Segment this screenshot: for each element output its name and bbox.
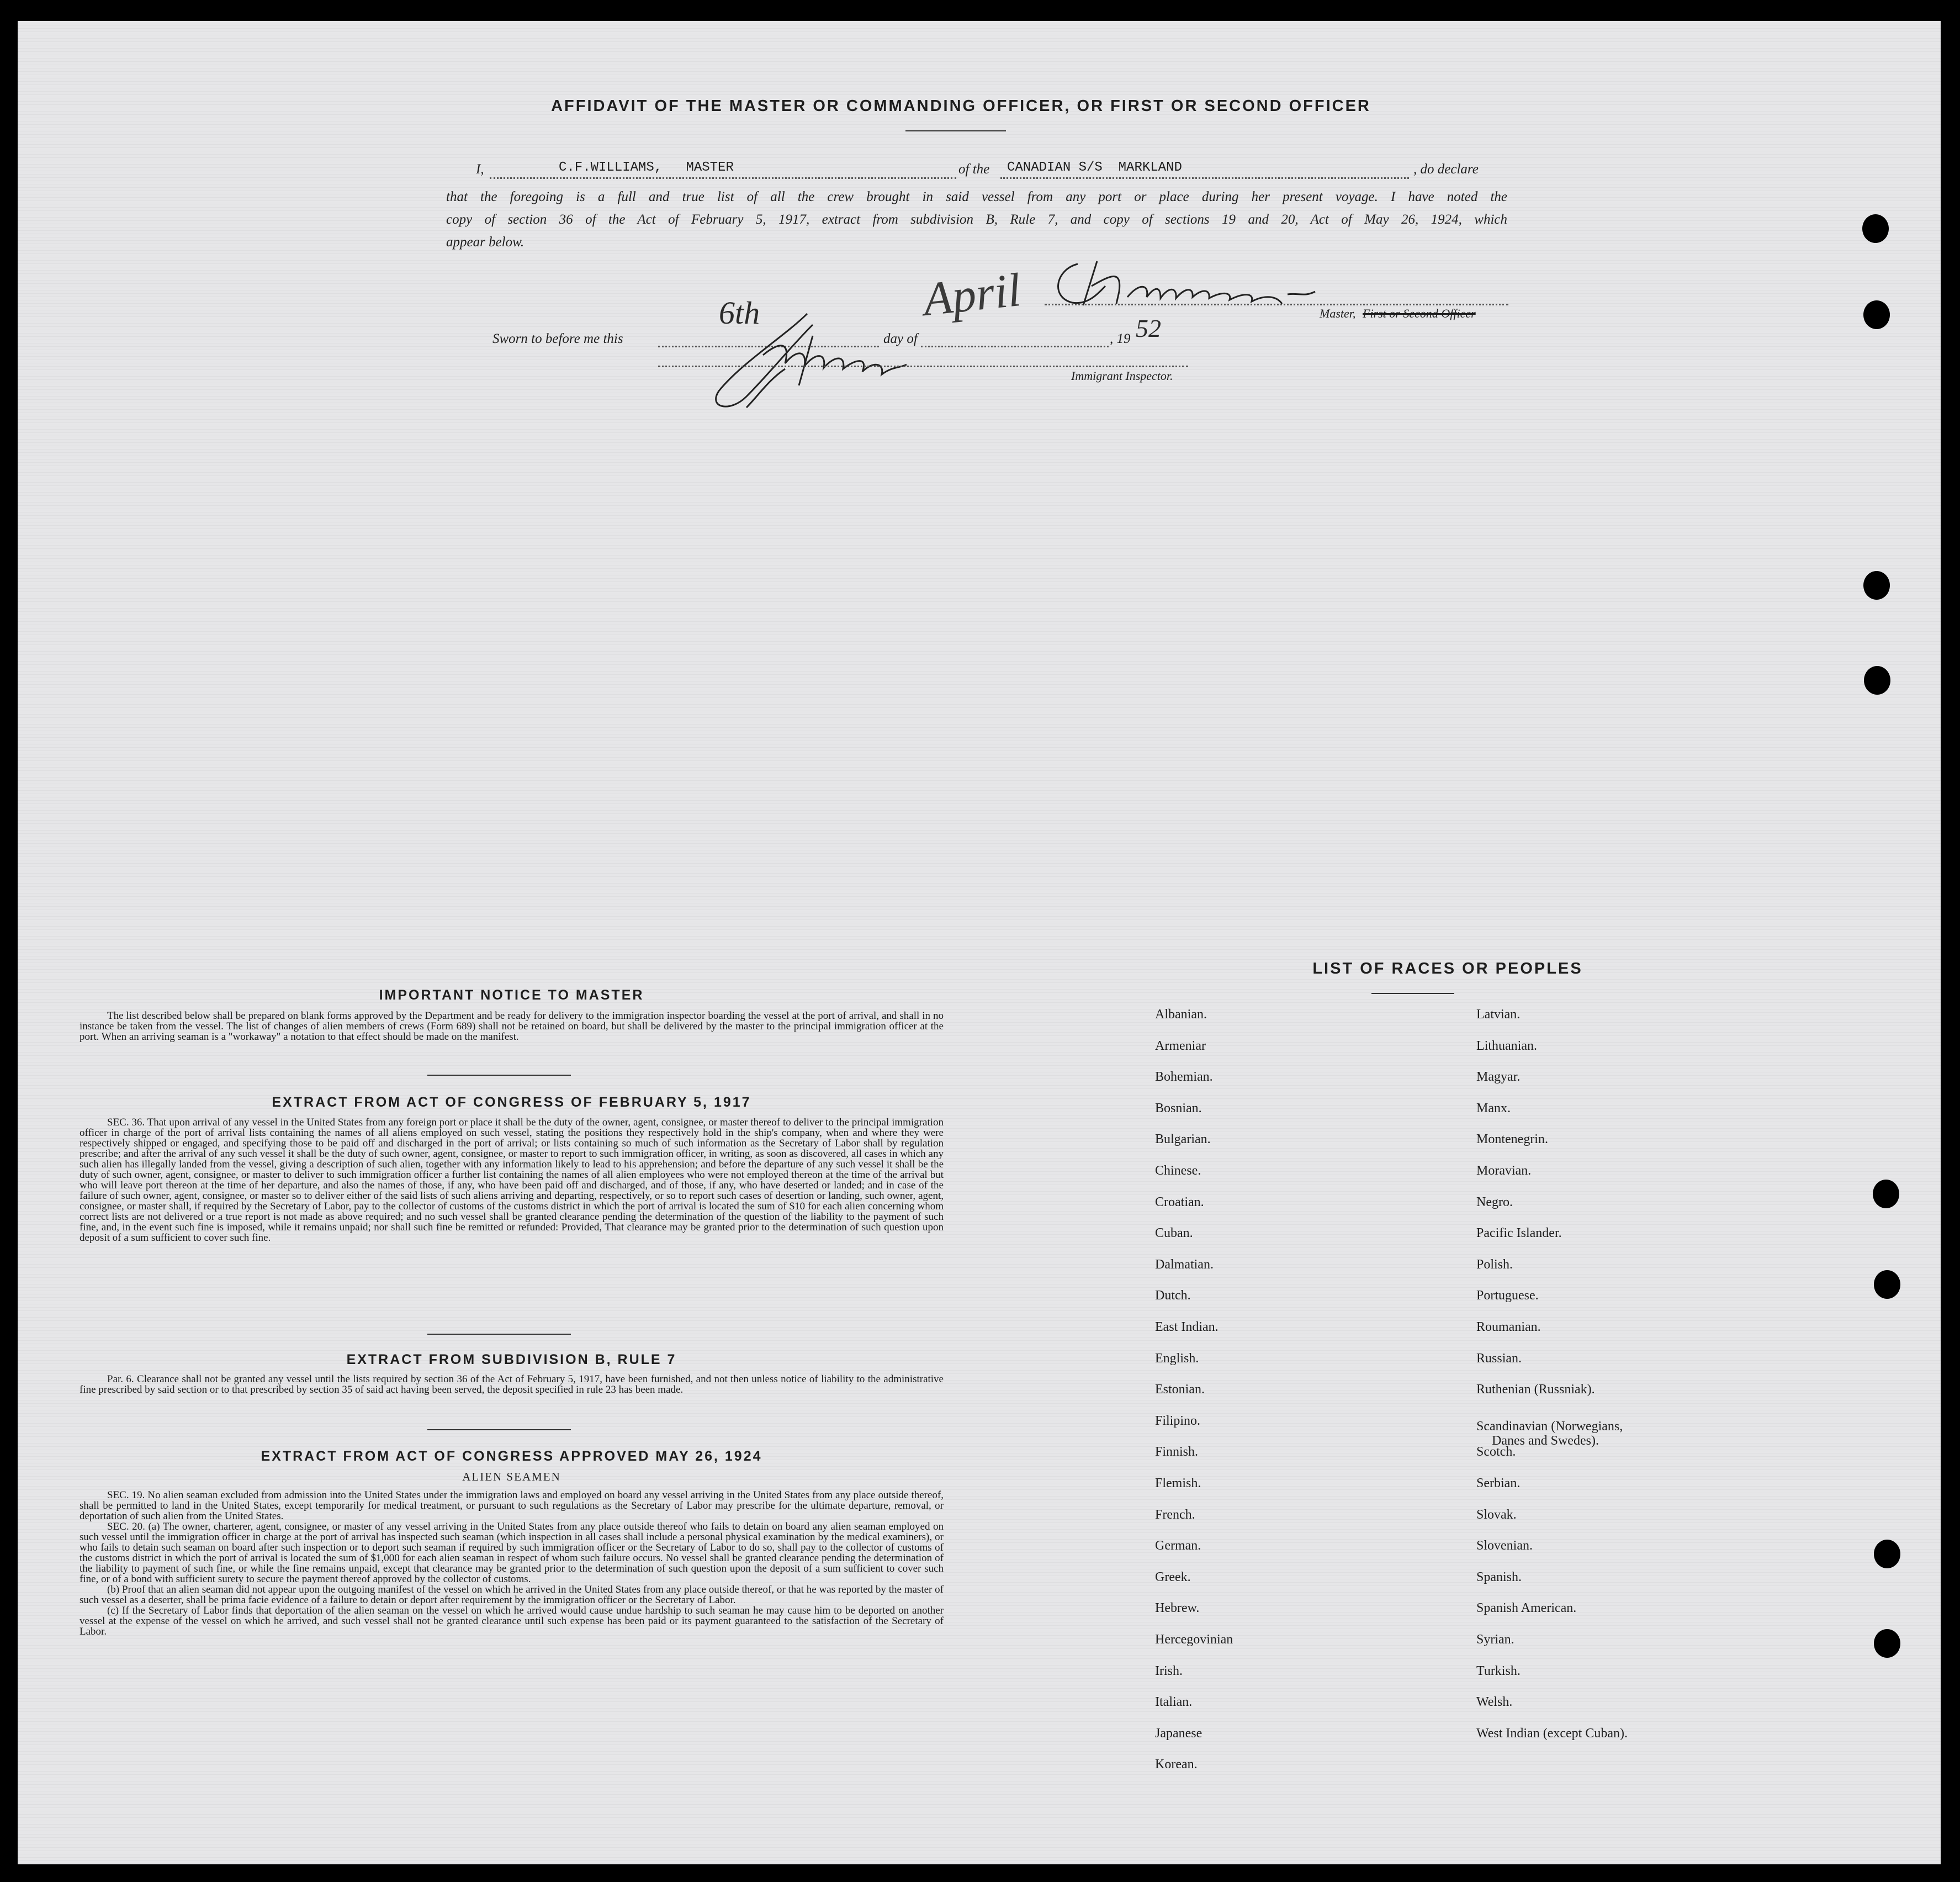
sworn-label: Sworn to before me this [492,331,623,346]
race-item: Flemish. [1155,1476,1201,1490]
race-item: Latvian. [1476,1007,1521,1022]
races-heading: LIST OF RACES OR PEOPLES [1312,960,1583,977]
race-item: Japanese [1155,1726,1203,1741]
race-item: Filipino. [1155,1413,1201,1428]
sec20a-text: SEC. 20. (a) The owner, charterer, agent, consignee, or master of any vessel arriving in the United States from any place outside thereof who fails to detain on board any alien seaman employed on such vessel until the immigration officer in charge at the port of arrival has inspected such seaman (which inspection in all cases shall include a personal physical examination by the medical examiners), or who fails to detain such seaman on board after such inspection or to deport such seaman if required by such immigration officer or the Secretary of Labor to do so, shall pay to the collector of customs of the customs district in which the port of arrival is located the sum of $1,000 for each alien seaman in respect of whom such failure occurs. No vessel shall be granted clearance pending the determination of the liability to payment of such fine, or while the fine remains unpaid, except that clearance may be granted prior to the determination of such question upon the deposit of a sum sufficient to cover such fine, or of a bond with sufficient surety to secure the payment thereof approved by the collector of customs. [80,1521,944,1585]
i-prefix: I, [476,162,484,177]
race-item: Danes and Swedes). [1492,1433,1599,1448]
title-divider [905,130,1006,131]
race-item: Polish. [1476,1257,1513,1272]
race-item: Scotch. [1476,1445,1516,1460]
punch-hole [1862,214,1889,243]
extract-1917-text: SEC. 36. That upon arrival of any vessel in the United States from any foreign port or place it shall be the duty of the owner, agent, consignee, or master thereof to deliver to the principal immigration officer in charge of the port of arrival lists containing the names of all aliens employed on such vessel, stating the positions they respectively hold in the ship's company, when and where they were respectively shipped or engaged, and specifying those to be paid off and discharged in the port of arrival; or lists containing so much of such information as the Secretary of Labor shall by regulation prescribe; and after the arrival of any such vessel it shall be the duty of such owner, agent, consignee, or master to report to such immigration officer, in writing, as soon as discovered, all cases in which any such alien has illegally landed from the vessel, giving a description of such alien, together with any information likely to lead to his apprehension; and before the departure of any such vessel it shall be the duty of such owner, agent, consignee, or master to deliver to such immigration officer a further list containing the names of all alien employees who were not employed thereon at the time of the arrival but who will leave port thereon at the time of her departure, and also the names of those, if any, who have been paid off and discharged, and of those, if any, who have deserted or landed; and in case of the failure of such owner, agent, consignee, or master so to deliver either of the said lists of such aliens arriving and departing, respectively, or so to report such cases of desertion or landing, such owner, agent, consignee, or master shall, if required by the Secretary of Labor, pay to the collector of customs of the customs district in which the port of arrival is located the sum of $10 for each alien concerning whom correct lists are not delivered or a true report is not made as above required; and no such vessel shall be granted clearance pending the determination of the question of the liability to the payment of such fine, and, in the event such fine is imposed, while it remains unpaid; nor shall such fine be remitted or refunded: Provided, That clearance may be granted prior to the determination of such question upon deposit of a sum sufficient to cover such fine. [80,1117,944,1244]
race-item: Korean. [1155,1757,1198,1772]
race-item: Italian. [1155,1695,1193,1710]
rule7-text: Par. 6. Clearance shall not be granted any vessel until the lists required by section 36 of the Act of February 5, 1917, have been furnished, and not then unless notice of liability to the administrative fine prescribed by said section or to that prescribed by section 35 of said act having been served, the deposit specified in rule 23 has been made. [80,1373,944,1395]
extract-1917-heading: EXTRACT FROM ACT OF CONGRESS OF FEBRUARY 5, 1917 [272,1095,751,1110]
race-item: Cuban. [1155,1226,1193,1241]
declaration-line-3: appear below. [446,235,525,250]
race-item: Armeniar [1155,1038,1206,1053]
declaration-line-2: copy of section 36 of the Act of February 5, 1917, extract from subdivision B, Rule 7, and copy of sections 19 and 20, Act of May 26, 1924, which [446,212,1507,227]
notice-text: The list described below shall be prepared on blank forms approved by the Department and be ready for delivery to the immigration inspector boarding the vessel at the port of arrival, and shall in no instance be taken from the vessel. The list of changes of alien members of crews (Form 689) shall not be retained on board, but shall be delivered by the master to the principal immigration officer at the port. When an arriving seaman is a "workaway" a notation to that effect should be made on the manifest. [80,1010,944,1043]
year-prefix: , 19 [1110,331,1131,346]
race-item: Finnish. [1155,1445,1199,1460]
race-item: Portuguese. [1476,1288,1539,1303]
punch-hole [1874,1629,1900,1658]
race-item: Welsh. [1476,1695,1513,1710]
divider-3 [427,1429,571,1430]
master-signature-line [1045,304,1508,305]
race-item: Estonian. [1155,1382,1205,1397]
extract-1924-text [80,1490,944,1637]
punch-hole [1874,1270,1900,1299]
sec20c-text: (c) If the Secretary of Labor finds that deportation of the alien seaman on the vessel on which he arrived would cause undue hardship to such seaman he may cause him to be deported on another vessel at the expense of the vessel on which he arrived, and such vessel shall not be granted clearance until such expense has been paid or its payment guaranteed to the satisfaction of the Secretary of Labor. [80,1605,944,1637]
race-item: Hercegovinian [1155,1632,1233,1647]
master-label: Master, [1320,306,1356,320]
declaration-line-1: that the foregoing is a full and true list of all the crew brought in said vessel from any port or place during her present voyage. I have noted the [446,189,1507,204]
race-item: Hebrew. [1155,1601,1200,1616]
race-item: Spanish American. [1476,1601,1577,1616]
vessel-line [1000,177,1409,179]
race-item: Albanian. [1155,1007,1207,1022]
race-item: Bulgarian. [1155,1132,1211,1147]
race-item: West Indian (except Cuban). [1476,1726,1628,1741]
of-the-label: of the [958,162,990,177]
race-item: Slovenian. [1476,1539,1533,1553]
month-handwritten: April [920,263,1024,326]
punch-hole [1864,666,1890,695]
punch-hole [1874,1540,1900,1568]
race-item: Montenegrin. [1476,1132,1548,1147]
race-item: Lithuanian. [1476,1038,1537,1053]
race-item: Magyar. [1476,1070,1521,1085]
race-item: Bosnian. [1155,1101,1202,1116]
punch-hole [1863,300,1890,329]
race-item: Pacific Islander. [1476,1226,1562,1241]
affidavit-title: AFFIDAVIT OF THE MASTER OR COMMANDING OFFICER, OR FIRST OR SECOND OFFICER [551,97,1371,115]
race-item: Irish. [1155,1663,1183,1678]
sec19-text: SEC. 19. No alien seaman excluded from admission into the United States under the immigration laws and employed on board any vessel arriving in the United States from any place outside thereof, shall be permitted to land in the United States, except temporarily for medical treatment, or pursuant to such regulations as the Secretary of Labor may prescribe for the ultimate departure, removal, or deportation of such alien from the United States. [80,1489,944,1522]
declarant-name: C.F.WILLIAMS, MASTER [559,160,734,175]
race-item: Negro. [1476,1194,1513,1209]
race-item: Spanish. [1476,1569,1522,1584]
race-item: Chinese. [1155,1164,1201,1178]
race-item: Manx. [1476,1101,1511,1116]
sec20b-text: (b) Proof that an alien seaman did not appear upon the outgoing manifest of the vessel on which he arrived in the United States from any place outside thereof, or that he was reported by the master of such vessel as a deserter, shall be prima facie evidence of a failure to detain or deport after requirement by the immigration officer or the Secretary of Labor. [80,1584,944,1606]
race-item: Bohemian. [1155,1070,1213,1085]
race-item: Slovak. [1476,1507,1517,1522]
race-item: Moravian. [1476,1164,1532,1178]
race-item: French. [1155,1507,1195,1522]
struck-officer-label: First or Second Officer [1363,306,1476,320]
race-item: Roumanian. [1476,1320,1541,1334]
race-item: East Indian. [1155,1320,1219,1334]
race-item: Serbian. [1476,1476,1521,1490]
alien-seamen-subheading: ALIEN SEAMEN [462,1470,561,1483]
rule7-heading: EXTRACT FROM SUBDIVISION B, RULE 7 [346,1352,677,1367]
race-item: Russian. [1476,1351,1522,1366]
race-item: Dalmatian. [1155,1257,1214,1272]
inspector-signature-line [658,366,1188,367]
race-item: Syrian. [1476,1632,1514,1647]
day-of-label: day of [883,331,918,346]
punch-hole [1873,1180,1899,1208]
inspector-signature [702,303,989,413]
race-item: Scandinavian (Norwegians, [1476,1419,1623,1434]
race-item: Croatian. [1155,1194,1204,1209]
document-page [18,21,1941,1864]
inspector-label: Immigrant Inspector. [1071,369,1173,383]
race-item: English. [1155,1351,1199,1366]
do-declare-label: , do declare [1413,162,1479,177]
vessel-name: CANADIAN S/S MARKLAND [1007,160,1182,175]
divider-2 [427,1334,571,1335]
year-handwritten: 52 [1136,314,1161,342]
race-item: Dutch. [1155,1288,1191,1303]
race-item: Turkish. [1476,1663,1521,1678]
divider-1 [427,1075,571,1076]
notice-heading: IMPORTANT NOTICE TO MASTER [379,987,644,1003]
punch-hole [1863,571,1890,600]
day-handwritten: 6th [719,295,760,331]
race-item: Greek. [1155,1569,1191,1584]
declarant-line [490,177,956,179]
races-divider [1371,993,1454,994]
extract-1924-heading: EXTRACT FROM ACT OF CONGRESS APPROVED MAY 26, 1924 [261,1448,762,1464]
race-item: German. [1155,1539,1201,1553]
race-item: Ruthenian (Russniak). [1476,1382,1595,1397]
